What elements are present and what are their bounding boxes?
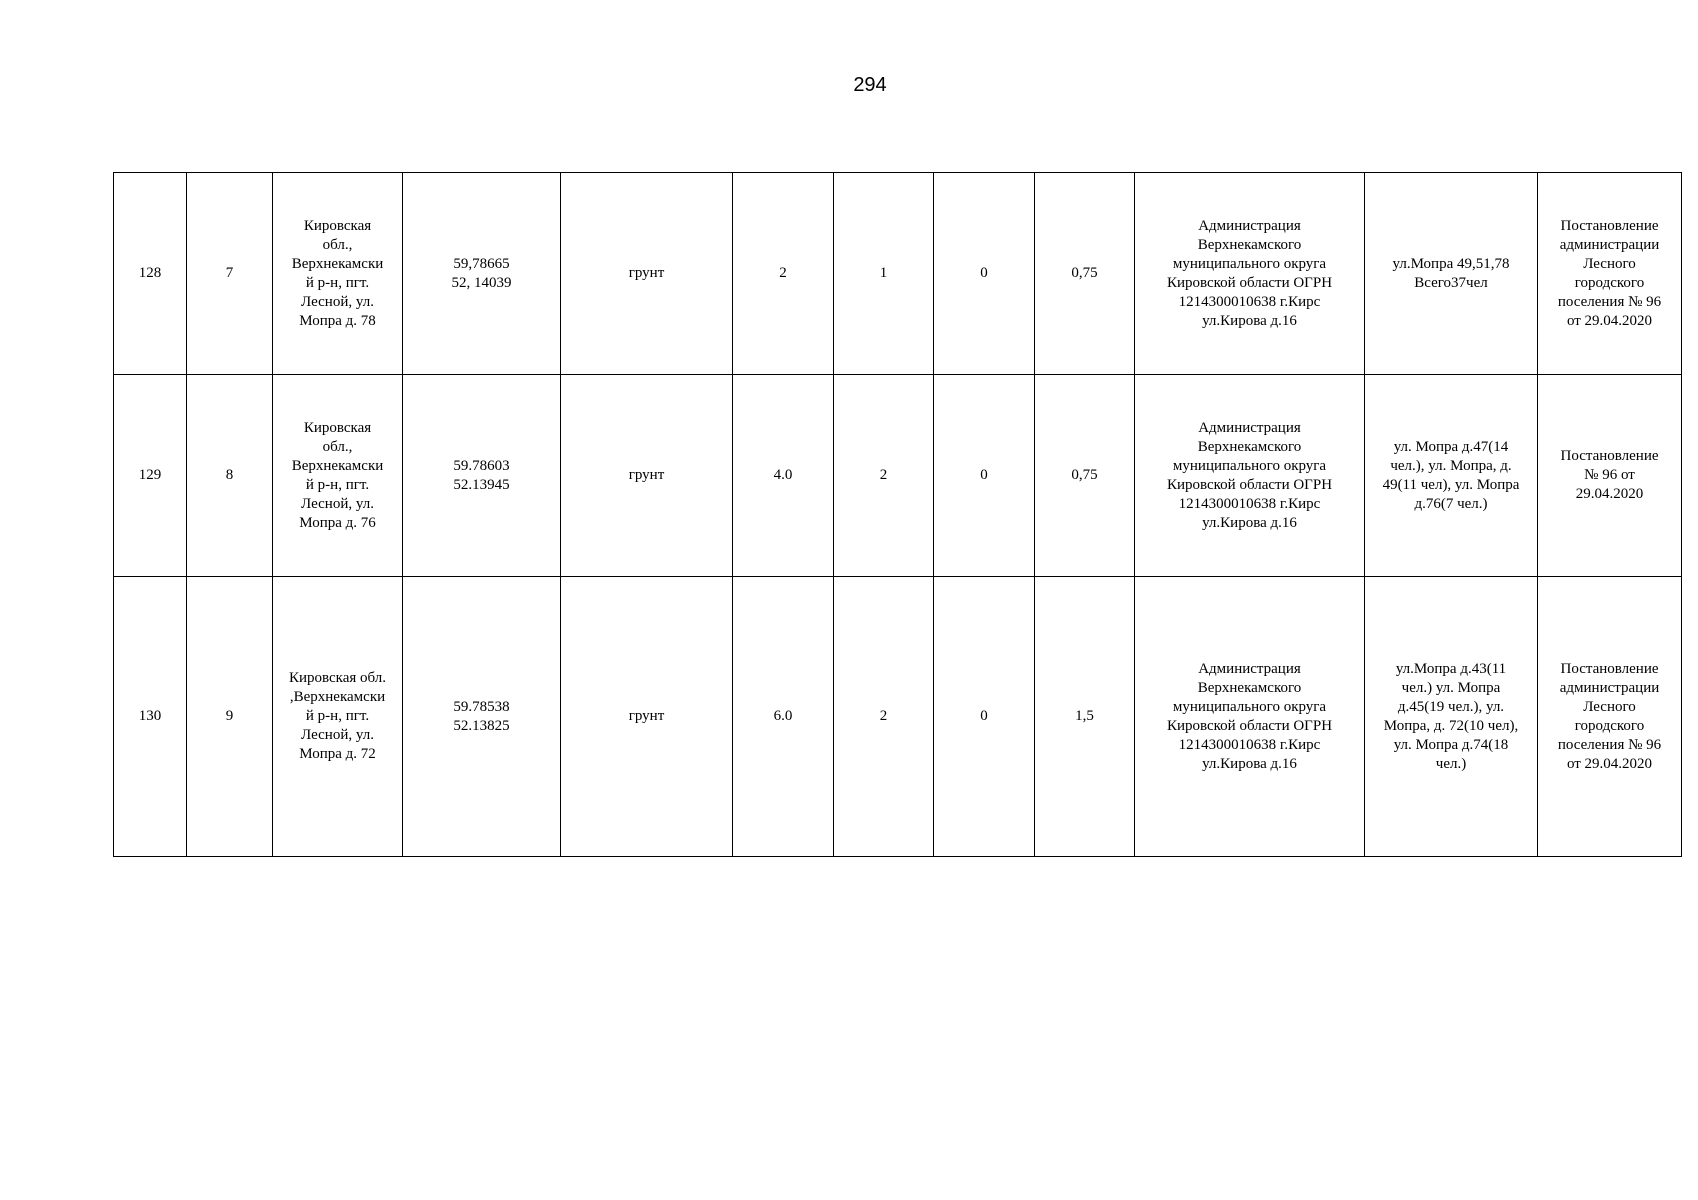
sub-number-cell: 8 (187, 375, 273, 577)
owner-cell: Администрация Верхнекамского муниципального округа Кировской области ОГРН 1214300010638 г.Кирс ул.Кирова д.16 (1135, 173, 1365, 375)
table-row (114, 173, 1682, 375)
owner-cell: Администрация Верхнекамского муниципального округа Кировской области ОГРН 1214300010638 г.Кирс ул.Кирова д.16 (1135, 375, 1365, 577)
row-number-cell: 130 (114, 577, 187, 857)
area-cell: 2 (733, 173, 834, 375)
owner-cell: Администрация Верхнекамского муниципального округа Кировской области ОГРН 1214300010638 г.Кирс ул.Кирова д.16 (1135, 577, 1365, 857)
row-number-cell: 129 (114, 375, 187, 577)
surface-cell: грунт (561, 375, 733, 577)
address-cell: Кировская обл., Верхнекамски й р-н, пгт. Лесной, ул. Мопра д. 76 (273, 375, 403, 577)
sub-number-cell: 9 (187, 577, 273, 857)
containers-cell: 2 (834, 577, 934, 857)
address-cell: Кировская обл., Верхнекамски й р-н, пгт. Лесной, ул. Мопра д. 78 (273, 173, 403, 375)
containers-cell: 1 (834, 173, 934, 375)
decree-cell: Постановление администрации Лесного городского поселения № 96 от 29.04.2020 (1538, 577, 1682, 857)
surface-cell: грунт (561, 577, 733, 857)
containers-cell: 2 (834, 375, 934, 577)
decree-cell: Постановление администрации Лесного городского поселения № 96 от 29.04.2020 (1538, 173, 1682, 375)
planned-containers-cell: 0 (934, 173, 1035, 375)
sub-number-cell: 7 (187, 173, 273, 375)
coordinates-cell: 59,78665 52, 14039 (403, 173, 561, 375)
table-row (114, 375, 1682, 577)
volume-cell: 1,5 (1035, 577, 1135, 857)
waste-sources-cell: ул. Мопра д.47(14 чел.), ул. Мопра, д. 49(11 чел), ул. Мопра д.76(7 чел.) (1365, 375, 1538, 577)
coordinates-cell: 59.78538 52.13825 (403, 577, 561, 857)
row-number-cell: 128 (114, 173, 187, 375)
planned-containers-cell: 0 (934, 375, 1035, 577)
area-cell: 6.0 (733, 577, 834, 857)
waste-sources-cell: ул.Мопра д.43(11 чел.) ул. Мопра д.45(19 чел.), ул. Мопра, д. 72(10 чел), ул. Мопра д.74(18 чел.) (1365, 577, 1538, 857)
planned-containers-cell: 0 (934, 577, 1035, 857)
volume-cell: 0,75 (1035, 375, 1135, 577)
registry-table (113, 172, 1682, 857)
surface-cell: грунт (561, 173, 733, 375)
table-row (114, 577, 1682, 857)
area-cell: 4.0 (733, 375, 834, 577)
decree-cell: Постановление № 96 от 29.04.2020 (1538, 375, 1682, 577)
page-number: 294 (853, 74, 887, 96)
address-cell: Кировская обл. ,Верхнекамски й р-н, пгт. Лесной, ул. Мопра д. 72 (273, 577, 403, 857)
coordinates-cell: 59.78603 52.13945 (403, 375, 561, 577)
waste-sources-cell: ул.Мопра 49,51,78 Всего37чел (1365, 173, 1538, 375)
volume-cell: 0,75 (1035, 173, 1135, 375)
